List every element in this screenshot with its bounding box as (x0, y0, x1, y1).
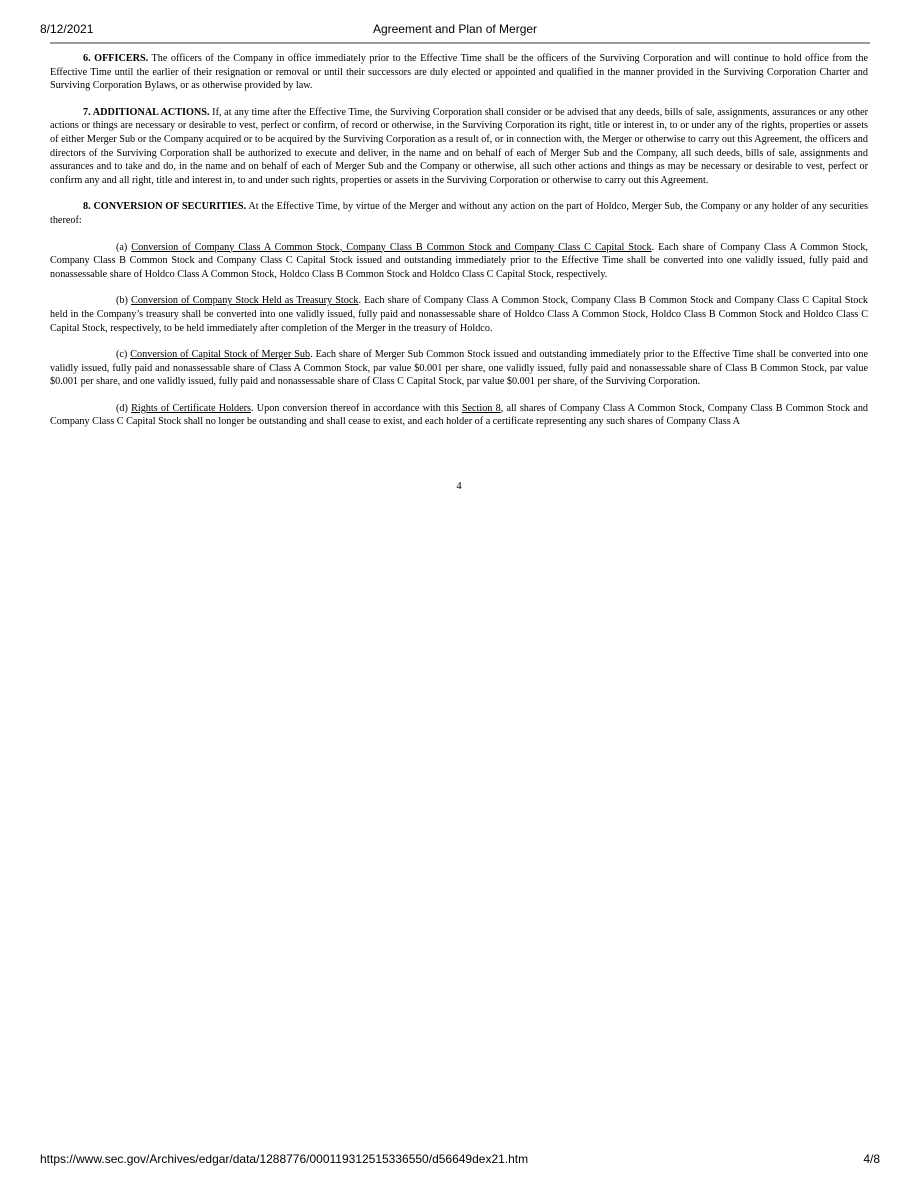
section-6-text: The officers of the Company in office immediately prior to the Effective Time shall be the officers of the Surviving Corporation and will continue to hold office from the Effective Time until the earlier of their resignation or removal or until their successors are duly elected or appointed and qualified in the manner provided in the Surviving Corporation Charter and Surviving Corporation Bylaws, or as otherwise provided by law. (50, 53, 868, 92)
section-8d-text-after-ref: , all shares of Company Class A Common Stock, Company Class B Common Stock and Company Class C Capital Stock shall no longer be outstanding and shall cease to exist, and each holder of a certificate representing any such shares of Company Class A (50, 402, 869, 428)
section-8c (50, 348, 868, 389)
section-8c-text: . Each share of Merger Sub Common Stock issued and outstanding immediately prior to the Effective Time shall be converted into one validly issued, fully paid and nonassessable share of Class A Common Stock, par value $0.001 per share, one validly issued, fully paid and nonassessable share of Class B Common Stock, par value $0.001 per share, and one validly issued, fully paid and nonassessable share of Class C Capital Stock, par value $0.001 per share, of the Surviving Corporation. (50, 349, 868, 388)
section-8-heading: 8. CONVERSION OF SECURITIES. (83, 201, 247, 213)
page-number: 4 (456, 481, 462, 492)
section-8d-text-before-ref: . Upon conversion thereof in accordance with this (251, 402, 462, 414)
section-8a-label: (a) (116, 241, 132, 253)
section-8c-label: (c) (116, 349, 131, 361)
section-8a (50, 241, 868, 282)
section-8d-title: Rights of Certificate Holders (131, 402, 251, 414)
section-8-text: At the Effective Time, by virtue of the Merger and without any action on the part of Holdco, Merger Sub, the Company or any holder of any securities thereof: (50, 201, 869, 226)
print-date: 8/12/2021 (40, 22, 94, 36)
source-url: https://www.sec.gov/Archives/edgar/data/1288776/000119312515336550/d56649dex21.htm (40, 1152, 529, 1166)
section-8a-text: . Each share of Company Class A Common Stock, Company Class B Common Stock and Company Class C Capital Stock issued and outstanding immediately prior to the Effective Time shall be converted into one validly issued, fully paid and nonassessable share of Holdco Class A Common Stock, Holdco Class B Common Stock and Holdco Class C Capital Stock, respectively. (50, 241, 868, 280)
section-8b-text: . Each share of Company Class A Common Stock, Company Class B Common Stock and Company Class C Capital Stock held in the Company’s treasury shall be converted into one validly issued, fully paid and nonassessable share of Holdco Class A Common Stock, Holdco Class B Common Stock and Holdco Class C Capital Stock, respectively, to be held immediately after completion of the Merger in the treasury of Holdco. (50, 295, 868, 334)
print-footer (40, 1152, 880, 1168)
section-8d-label: (d) (116, 402, 132, 414)
document-body (50, 52, 868, 442)
section-8d (50, 402, 868, 429)
section-6-officers (50, 52, 868, 93)
section-7-text: If, at any time after the Effective Time, the Surviving Corporation shall consider or be advised that any deeds, bills of sale, assignments, assurances or any other actions or things are necessary or desirable to vest, perfect or confirm, of record or otherwise, in the Surviving Corporation its right, title or interest in, to or under any of the rights, properties or assets of either Merger Sub or the Company acquired or to be acquired by the Surviving Corporation as a result of, or in connection with, the Merger or otherwise to carry out this Agreement, the officers and directors of the Surviving Corporation shall be authorized to execute and deliver, in the name and on behalf of each of Merger Sub and the Company, all such deeds, bills of sale, assignments and assurances and to take and do, in the name and on behalf of each of Merger Sub and the Company or otherwise, all such other actions and things as may be necessary or desirable to vest, perfect or confirm any and all right, title and interest in, to and under such rights, properties or assets in the Surviving Corporation or otherwise to carry out this Agreement. (50, 106, 868, 186)
section-8-conversion-of-securities (50, 200, 868, 227)
section-8-reference-link[interactable]: Section 8 (461, 402, 501, 414)
document-title: Agreement and Plan of Merger (372, 22, 538, 36)
section-7-additional-actions (50, 106, 868, 188)
page-count: 4/8 (863, 1152, 880, 1166)
section-8b (50, 294, 868, 335)
section-6-heading: 6. OFFICERS. (83, 53, 149, 64)
section-7-heading: 7. ADDITIONAL ACTIONS. (83, 106, 210, 118)
header-divider (50, 42, 870, 44)
section-8b-title: Conversion of Company Stock Held as Treasury Stock (131, 295, 359, 307)
section-8a-title: Conversion of Company Class A Common Stock, Company Class B Common Stock and Company Class C Capital Stock (131, 241, 652, 253)
print-header (40, 22, 870, 38)
section-8b-label: (b) (116, 295, 132, 307)
section-8c-title: Conversion of Capital Stock of Merger Sub (130, 349, 311, 361)
